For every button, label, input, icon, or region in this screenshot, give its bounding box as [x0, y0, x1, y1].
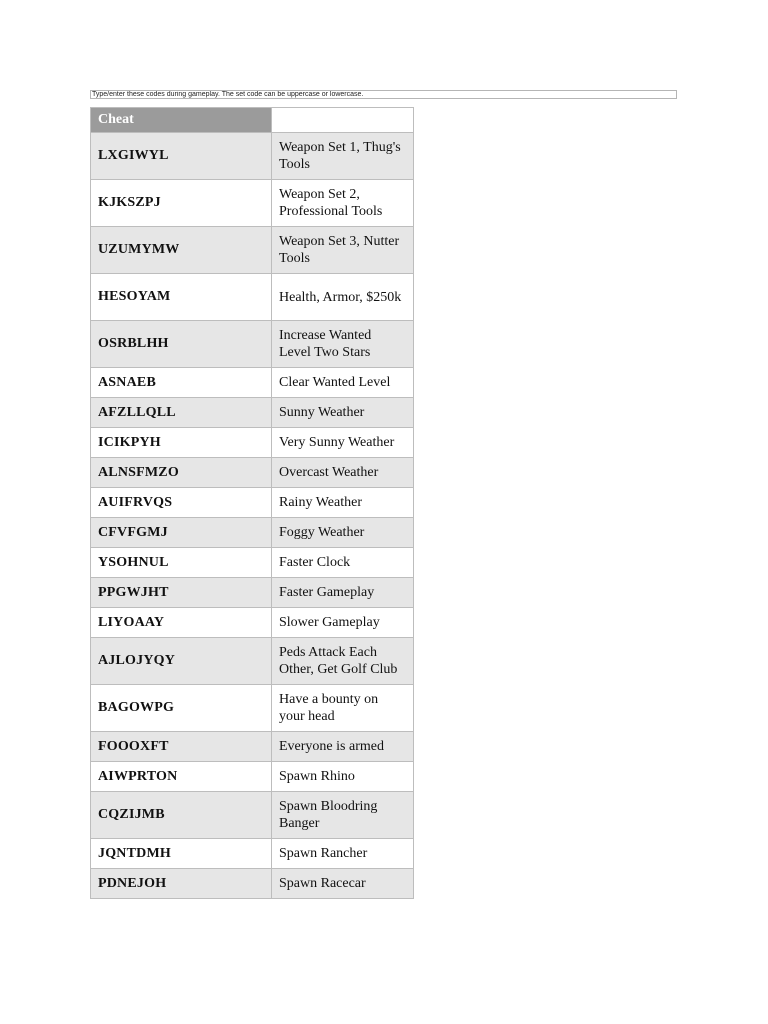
cheat-effect: Very Sunny Weather	[272, 428, 414, 458]
cheat-code: ALNSFMZO	[91, 458, 272, 488]
cheat-effect: Weapon Set 2, Professional Tools	[272, 180, 414, 227]
cheat-effect: Foggy Weather	[272, 518, 414, 548]
cheat-effect: Clear Wanted Level	[272, 368, 414, 398]
cheat-effect: Slower Gameplay	[272, 608, 414, 638]
table-row	[91, 133, 414, 180]
cheat-effect: Faster Clock	[272, 548, 414, 578]
table-row	[91, 321, 414, 368]
table-row	[91, 638, 414, 685]
cheat-effect: Spawn Bloodring Banger	[272, 792, 414, 839]
cheat-effect: Spawn Racecar	[272, 869, 414, 899]
cheat-code: AFZLLQLL	[91, 398, 272, 428]
cheat-effect: Faster Gameplay	[272, 578, 414, 608]
column-header-effect	[272, 108, 414, 133]
table-row	[91, 368, 414, 398]
table-row	[91, 227, 414, 274]
cheat-code: CQZIJMB	[91, 792, 272, 839]
table-row	[91, 428, 414, 458]
table-row	[91, 792, 414, 839]
table-row	[91, 869, 414, 899]
table-row	[91, 398, 414, 428]
cheat-code: YSOHNUL	[91, 548, 272, 578]
cheat-effect: Have a bounty on your head	[272, 685, 414, 732]
table-row	[91, 518, 414, 548]
cheat-code: HESOYAM	[91, 274, 272, 321]
cheat-code: CFVFGMJ	[91, 518, 272, 548]
table-row	[91, 578, 414, 608]
table-row	[91, 839, 414, 869]
cheat-code: AJLOJYQY	[91, 638, 272, 685]
cheat-code: PDNEJOH	[91, 869, 272, 899]
column-header-cheat: Cheat	[91, 108, 272, 133]
table-row	[91, 274, 414, 321]
cheat-effect: Rainy Weather	[272, 488, 414, 518]
cheat-code: FOOOXFT	[91, 732, 272, 762]
cheat-code: UZUMYMW	[91, 227, 272, 274]
cheat-table	[90, 107, 414, 899]
table-row	[91, 762, 414, 792]
table-row	[91, 548, 414, 578]
cheat-effect: Sunny Weather	[272, 398, 414, 428]
cheat-code: PPGWJHT	[91, 578, 272, 608]
cheat-code: OSRBLHH	[91, 321, 272, 368]
cheat-code: ASNAEB	[91, 368, 272, 398]
table-row	[91, 685, 414, 732]
cheat-effect: Weapon Set 1, Thug's Tools	[272, 133, 414, 180]
cheat-code: LIYOAAY	[91, 608, 272, 638]
table-row	[91, 488, 414, 518]
cheat-effect: Everyone is armed	[272, 732, 414, 762]
table-row	[91, 458, 414, 488]
cheat-code: JQNTDMH	[91, 839, 272, 869]
cheat-code: ICIKPYH	[91, 428, 272, 458]
cheat-effect: Overcast Weather	[272, 458, 414, 488]
cheat-effect: Weapon Set 3, Nutter Tools	[272, 227, 414, 274]
cheat-code: KJKSZPJ	[91, 180, 272, 227]
cheat-effect: Peds Attack Each Other, Get Golf Club	[272, 638, 414, 685]
cheat-effect: Increase Wanted Level Two Stars	[272, 321, 414, 368]
table-row	[91, 608, 414, 638]
table-row	[91, 180, 414, 227]
cheat-code: AUIFRVQS	[91, 488, 272, 518]
intro-text: Type/enter these codes during gameplay. The set code can be uppercase or lowercase.	[90, 90, 677, 99]
cheat-code: AIWPRTON	[91, 762, 272, 792]
table-header-row	[91, 108, 414, 133]
cheat-code: BAGOWPG	[91, 685, 272, 732]
cheat-code: LXGIWYL	[91, 133, 272, 180]
cheat-effect: Spawn Rhino	[272, 762, 414, 792]
table-row	[91, 732, 414, 762]
cheat-effect: Spawn Rancher	[272, 839, 414, 869]
cheat-effect: Health, Armor, $250k	[272, 274, 414, 321]
